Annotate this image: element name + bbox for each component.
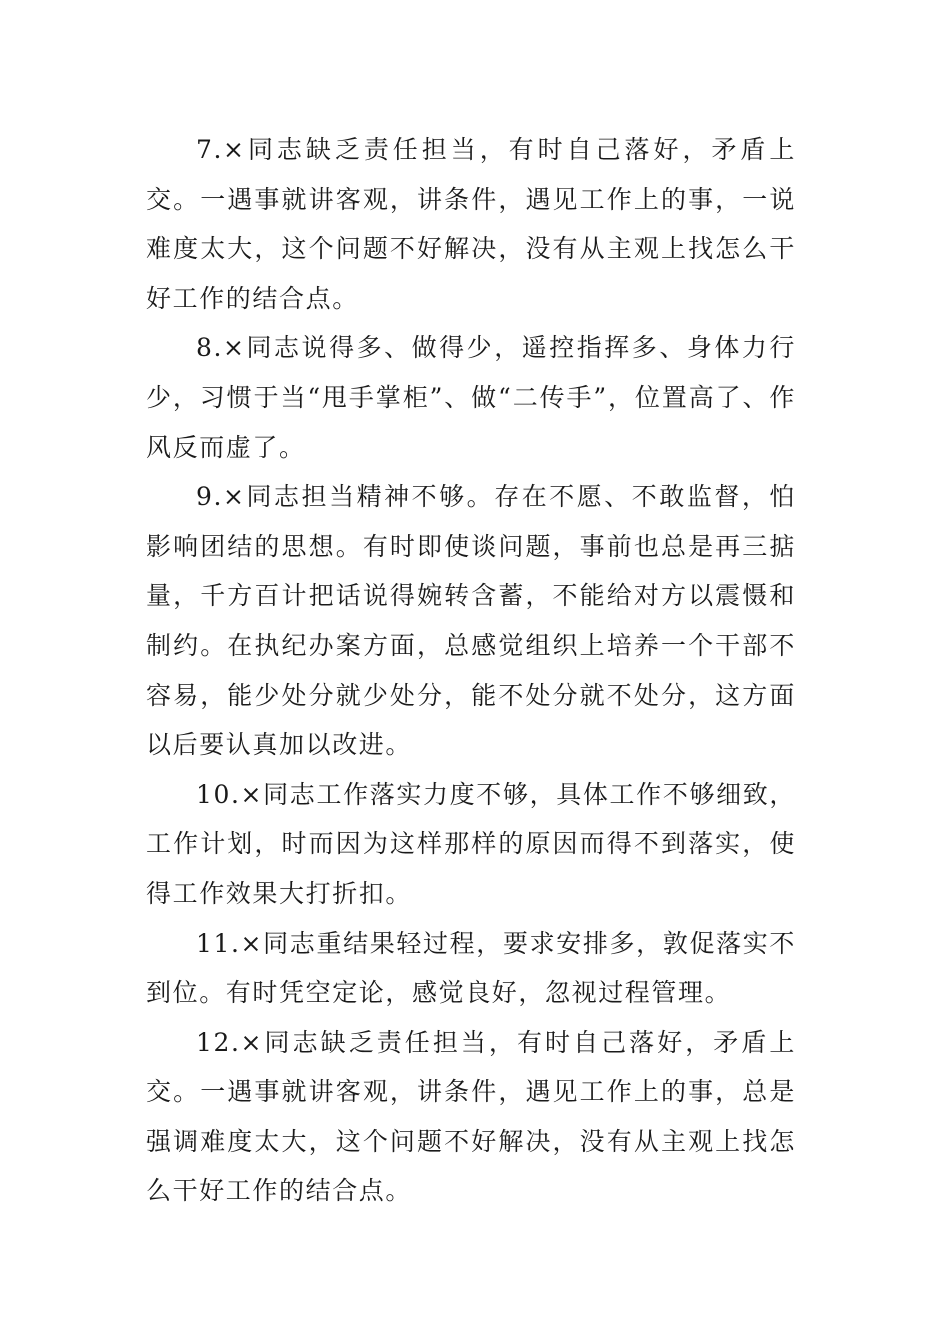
paragraph-9: 9.×同志担当精神不够。存在不愿、不敢监督，怕影响团结的思想。有时即使谈问题，事前也总是再三掂量，千方百计把话说得婉转含蓄，不能给对方以震慑和制约。在执纪办案方面，总感觉组织上培养一个干部不容易，能少处分就少处分，能不处分就不处分，这方面以后要认真加以改进。	[146, 482, 796, 760]
paragraph-10: 10.×同志工作落实力度不够，具体工作不够细致，工作计划，时而因为这样那样的原因而得不到落实，使得工作效果大打折扣。	[146, 779, 796, 908]
paragraph-8: 8.×同志说得多、做得少，遥控指挥多、身体力行少，习惯于当“甩手掌柜”、做“二传手”，位置高了、作风反而虚了。	[146, 333, 796, 462]
paragraph-11: 11.×同志重结果轻过程，要求安排多，敦促落实不到位。有时凭空定论，感觉良好，忽视过程管理。	[146, 928, 796, 1008]
paragraph-12: 12.×同志缺乏责任担当，有时自己落好，矛盾上交。一遇事就讲客观，讲条件，遇见工作上的事，总是强调难度太大，这个问题不好解决，没有从主观上找怎么干好工作的结合点。	[146, 1027, 796, 1206]
paragraph-7: 7.×同志缺乏责任担当，有时自己落好，矛盾上交。一遇事就讲客观，讲条件，遇见工作上的事，一说难度太大，这个问题不好解决，没有从主观上找怎么干好工作的结合点。	[146, 135, 796, 313]
document-body	[146, 125, 796, 1216]
